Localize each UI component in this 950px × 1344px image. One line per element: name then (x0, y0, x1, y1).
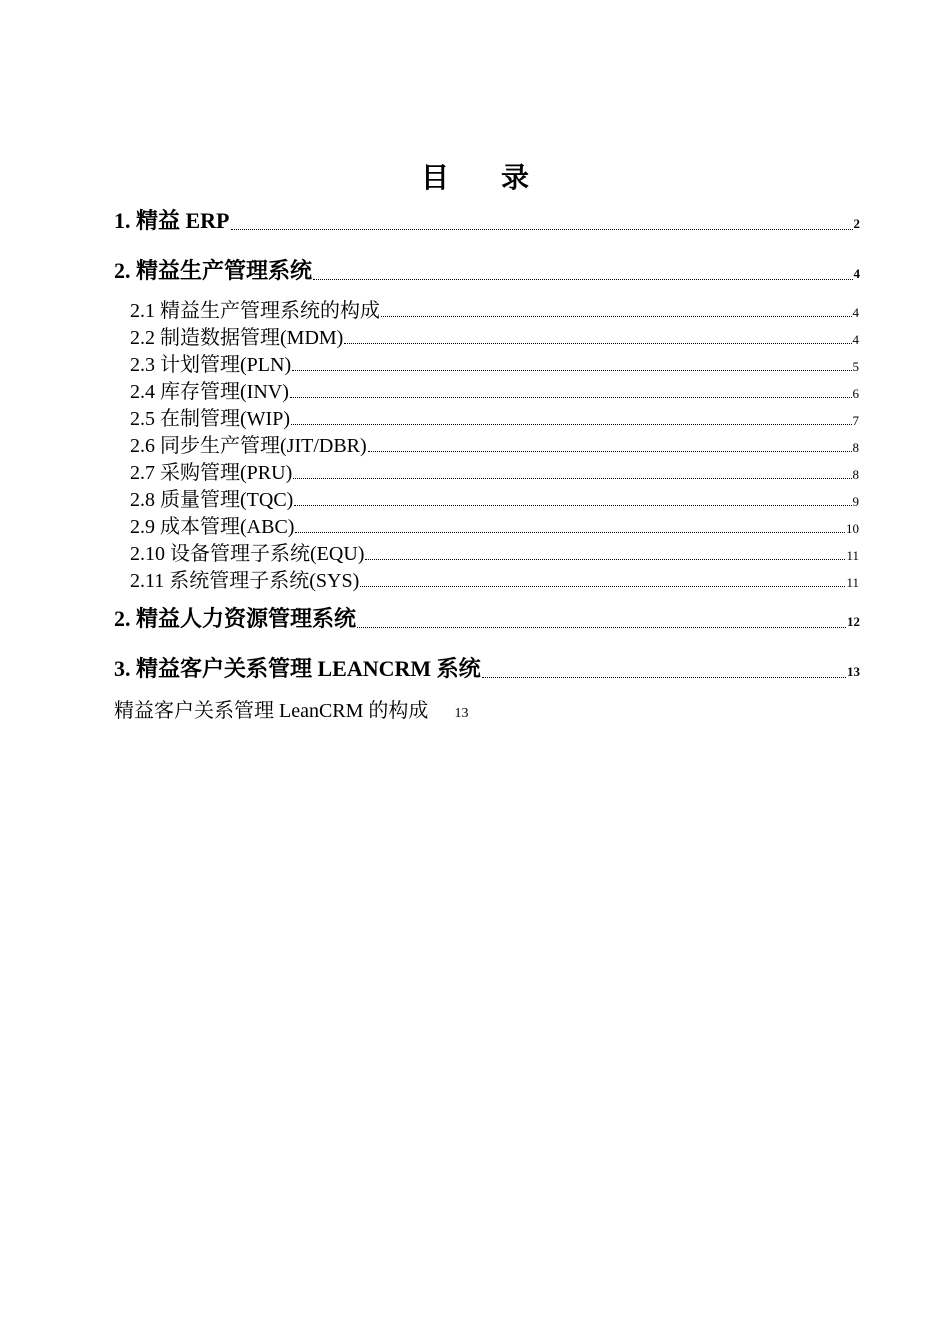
toc-entry[interactable] (114, 254, 860, 285)
toc-entry-page: 8 (852, 467, 859, 482)
dot-leader (381, 315, 852, 317)
toc-entry[interactable] (130, 429, 859, 458)
dot-leader (365, 558, 845, 560)
toc-title-char-2: 录 (501, 161, 530, 194)
toc-entry[interactable] (130, 402, 859, 431)
toc-entry-page: 9 (852, 494, 859, 509)
dot-leader (295, 531, 845, 533)
toc-entry-page: 4 (852, 305, 859, 320)
dot-leader (231, 228, 853, 230)
dot-leader (360, 585, 845, 587)
dot-leader (293, 477, 851, 479)
trailing-entry-text: 精益客户关系管理 LeanCRM 的构成 (114, 700, 429, 722)
toc-entry-text: 2.8 质量管理(TQC) (130, 489, 294, 511)
toc-entry-page: 10 (846, 521, 859, 536)
toc-entry-text: 2.5 在制管理(WIP) (130, 408, 290, 430)
dot-leader (357, 626, 846, 628)
dot-leader (368, 450, 852, 452)
trailing-entry-page: 13 (454, 706, 469, 721)
toc-entry[interactable] (130, 456, 859, 485)
toc-entry[interactable] (130, 321, 859, 350)
toc-entry-text: 3. 精益客户关系管理 LEANCRM 系统 (114, 656, 481, 681)
dot-leader (291, 423, 852, 425)
dot-leader (344, 342, 851, 344)
toc-entry[interactable] (130, 483, 859, 512)
toc-entry-text: 2.11 系统管理子系统(SYS) (130, 570, 360, 592)
toc-entry-text: 2.9 成本管理(ABC) (130, 516, 295, 538)
toc-entry[interactable] (114, 204, 860, 235)
toc-title-char-1: 目 (420, 161, 449, 194)
toc-entry[interactable] (130, 564, 859, 593)
toc-entry-page: 4 (852, 332, 859, 347)
toc-entry-page: 2 (853, 216, 860, 231)
toc-entry-text: 2.6 同步生产管理(JIT/DBR) (130, 435, 367, 457)
toc-entry[interactable] (130, 294, 859, 323)
dot-leader (294, 504, 851, 506)
toc-entry[interactable] (130, 510, 859, 539)
toc-entry[interactable] (130, 537, 859, 566)
toc-entry-text: 2.7 采购管理(PRU) (130, 462, 293, 484)
toc-entry-text: 2.1 精益生产管理系统的构成 (130, 300, 380, 322)
toc-entry-text: 2.2 制造数据管理(MDM) (130, 327, 344, 349)
toc-entry-page: 4 (853, 266, 860, 281)
trailing-entry[interactable] (114, 694, 468, 723)
toc-entry-text: 2.3 计划管理(PLN) (130, 354, 292, 376)
toc-entry-text: 1. 精益 ERP (114, 208, 230, 233)
toc-entry-page: 5 (852, 359, 859, 374)
toc-entry-page: 13 (847, 664, 860, 679)
toc-entry-text: 2.10 设备管理子系统(EQU) (130, 543, 365, 565)
dot-leader (482, 676, 846, 678)
toc-entry-page: 12 (847, 614, 860, 629)
toc-entry-page: 8 (852, 440, 859, 455)
dot-leader (290, 396, 852, 398)
toc-entry-text: 2.4 库存管理(INV) (130, 381, 289, 403)
toc-entry-text: 2. 精益生产管理系统 (114, 258, 313, 283)
toc-entry-page: 7 (852, 413, 859, 428)
toc-entry[interactable] (130, 375, 859, 404)
dot-leader (313, 278, 852, 280)
toc-entry-page: 6 (852, 386, 859, 401)
toc-title (0, 156, 950, 196)
toc-entry-page: 11 (846, 548, 859, 563)
dot-leader (292, 369, 851, 371)
toc-entry-text: 2. 精益人力资源管理系统 (114, 606, 357, 631)
toc-entry[interactable] (130, 348, 859, 377)
toc-entry-page: 11 (846, 575, 859, 590)
toc-entry[interactable] (114, 602, 860, 633)
toc-entry[interactable] (114, 652, 860, 683)
